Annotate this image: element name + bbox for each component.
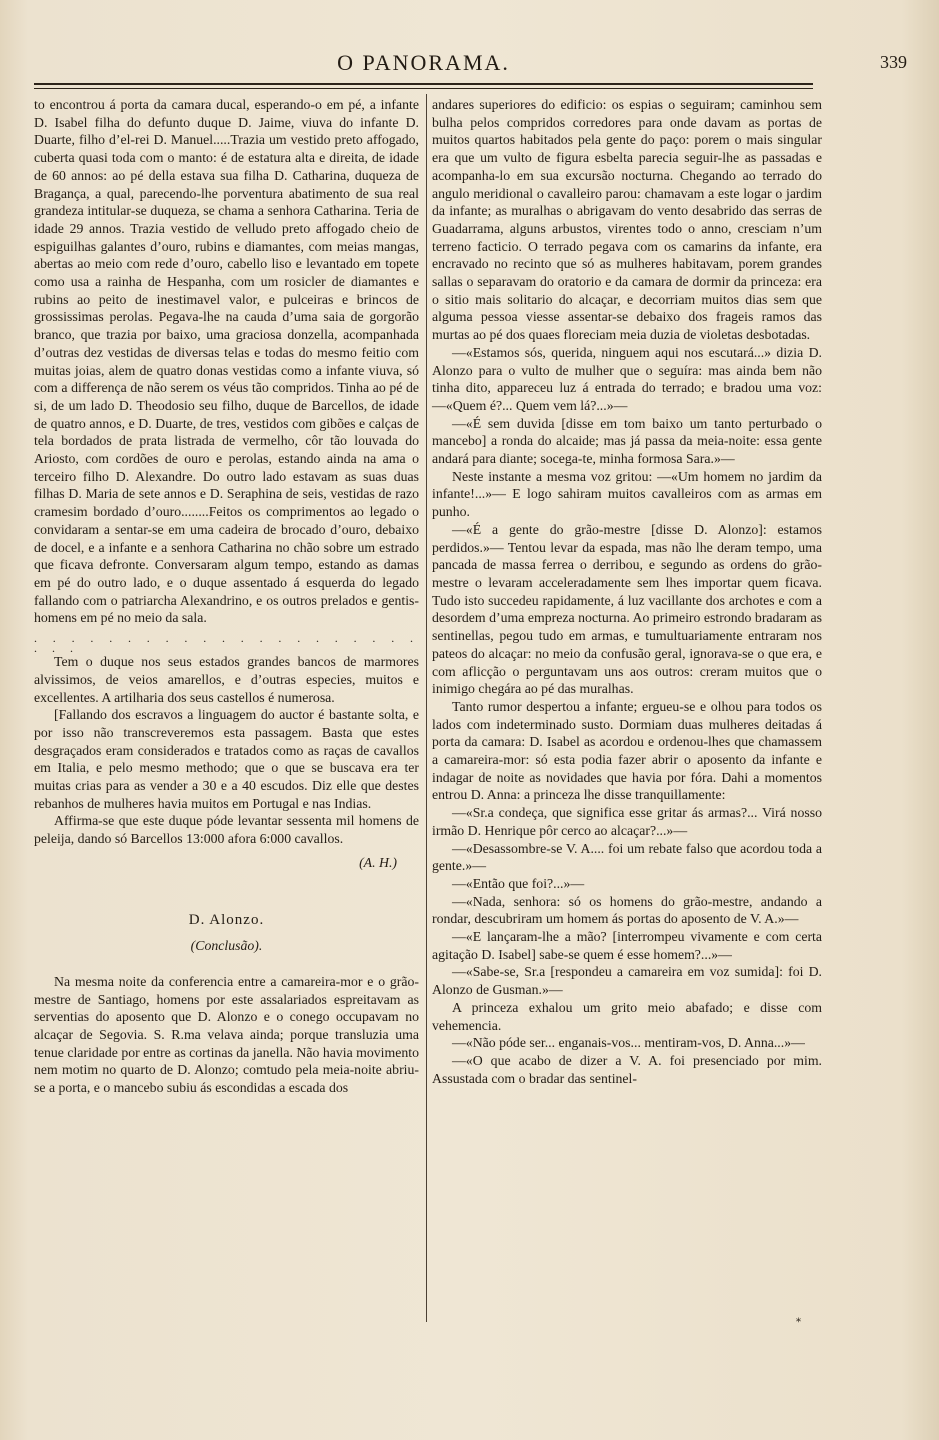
right-paragraph-9: —«Então que foi?...»— xyxy=(452,875,585,891)
ellipsis-separator: . . . . . . . . . . . . . . . . . . . . . . . . xyxy=(34,631,419,656)
left-paragraph-4: Affirma-se que este duque póde levantar sessenta mil homens de peleija, dando só Barcellos 13:000 afora 6:000 cavallos. xyxy=(34,813,419,847)
header-rule xyxy=(34,83,813,89)
right-paragraph-5: —«É a gente do grão-mestre [disse D. Alonzo]: estamos perdidos.»— Tentou levar da espada, mas não lhe deram tempo, uma pancada de massa ferrea o derribou, e segundo as ordens do grão-mestre o levaram acceleradamente sem lhes importar quem ficava. Tudo isto succedeu rapidamente, á luz vacillante dos archotes e com a desordem d’uma empreza nocturna. Ao primeiro estrondo bradaram as sentinellas, pegou tudo em armas, e tumultuariamente entraram nos pateos do alcaçar: no meio da confusão geral, ignorava-se o que era, e com aflicção o perguntavam uns aos outros: creram muitos que o inimigo chegára ao pé das muralhas. xyxy=(432,521,822,697)
right-paragraph-15: —«O que acabo de dizer a V. A. foi presenciado por mim. Assustada com o bradar das sentinel- xyxy=(432,1052,822,1086)
page-header xyxy=(34,44,907,84)
right-column xyxy=(432,96,822,1087)
page-title: O PANORAMA. xyxy=(337,50,510,75)
right-paragraph-10: —«Nada, senhora: só os homens do grão-mestre, andando a rondar, descubriram um homem ás portas do aposento de V. A.»— xyxy=(432,893,822,927)
right-paragraph-12: —«Sabe-se, Sr.a [respondeu a camareira em voz sumida]: foi D. Alonzo de Gusman.»— xyxy=(432,964,822,998)
section-subtitle: (Conclusão). xyxy=(190,938,263,954)
left-paragraph-1: to encontrou á porta da camara ducal, esperando-o em pé, a infante D. Isabel filha do defunto duque D. Jaime, viuva do infante D. Duarte, filho d’el-rei D. Manuel.....Trazia um vestido preto affogado, cuberta quasi toda com o manto: é de estatura alta e direita, de idade de 60 annos: ao pé della estava sua filha D. Catharina, duqueza de Bragança, a qual, parecendo-lhe porventura abatimento de sua real grandeza intitular-se duqueza, se chama a senhora Catharina. Teria de idade 29 annos. Trazia vestido de velludo preto affogado cheio de espiguilhas galantes d’ouro, rubins e diamantes, com meias mangas, abertas ao meio com rede d’ouro, cabello liso e levantado em topete como usa a rainha de Hespanha, com um rosicler de diamantes e rubins ao peito de inestimavel valor, e pulceiras e brincos de grossissimas perolas. Pegava-lhe na cauda d’uma saia de gorgorão branco, que trazia por baixo, uma graciosa donzella, acompanhada d’outras dez vestidas de diversas telas e todas do mesmo feitio com muitas joias, alem de quatro donas vestidas como a infante viuva, só com a differença de não serem os véus tão compridos. Tinha ao pé de si, de um lado D. Theodosio seu filho, duque de Barcellos, de idade de quatro annos, e D. Duarte, de tres, vestidos com gibões e calças de tela bordados de prata listrada de vermelho, côr tão louvada do Ariosto, com cordões de ouro e perolas, estando ainda na ama o terceiro filho D. Alexandre. Do outro lado estavam as suas duas filhas D. Maria de sete annos e D. Seraphina de seis, vestidas de razo cramesim bordado d’ouro........Feitos os comprimentos ao legado o convidaram a sentar-se em uma cadeira de brocado d’ouro, debaixo de docel, e a infante e a senhora Catharina no chão sobre um estrado que ficava defronte. Conversaram algum tempo, estando as damas em pé do outro lado, e o duque assentado á esquerda do legado fallando com o patriarcha Alexandrino, e os outros prelados e gentis-homens em pé no meio da sala. xyxy=(34,97,419,626)
right-paragraph-14: —«Não póde ser... enganais-vos... mentiram-vos, D. Anna...»— xyxy=(452,1035,805,1051)
footnote-mark: * xyxy=(796,1317,801,1328)
right-paragraph-4: Neste instante a mesma voz gritou: —«Um homem no jardim da infante!...»— E logo sahiram muitos cavalleiros com as armas em punho. xyxy=(432,468,822,520)
left-column xyxy=(34,96,419,1097)
left-paragraph-5: Na mesma noite da conferencia entre a camareira-mor e o grão-mestre de Santiago, homens por este assalariados espreitavam as serventias do aposento que D. Alonzo e o conego occupavam no alcaçar de Segovia. S. R.ma velava ainda; porque transluzia uma tenue claridade por entre as cortinas da janella. Não havia movimento nem motim no quarto de D. Alonzo; comtudo pela meia-noite abriu-se a porta, e o mancebo subiu ás escondidas a escada dos xyxy=(34,973,420,1096)
right-paragraph-6: Tanto rumor despertou a infante; ergueu-se e olhou para todos os lados com indeterminado susto. Dormiam duas mulheres deitadas á porta da camara: D. Isabel as acordou e ordenou-lhes que chamassem a camareira-mor: só esta podia fazer abrir o aposento da infante e indagar de noite as novidades que havia por fóra. Dahi a momentos entrou D. Anna: a princeza lhe disse tranquillamente: xyxy=(432,698,822,803)
section-title: D. Alonzo. xyxy=(188,911,265,928)
column-divider xyxy=(426,94,427,1322)
right-paragraph-11: —«E lançaram-lhe a mão? [interrompeu vivamente e com certa agitação D. Isabel] sabe-se quem é esse homem?...»— xyxy=(432,929,822,962)
right-paragraph-13: A princeza exhalou um grito meio abafado; e disse com vehemencia. xyxy=(432,999,822,1033)
right-paragraph-2: —«Estamos sós, querida, ninguem aqui nos escutará...» dizia D. Alonzo para o vulto de mulher que o seguíra: mas ainda bem não tinha dito, appareceu luz á entrada do terrado; e bradou uma voz: —«Quem é?... Quem vem lá?...»— xyxy=(432,344,822,413)
right-paragraph-1: andares superiores do edificio: os espias o seguiram; caminhou sem bulha pelos compridos corredores para onde davam as portas de muitos quartos habitados pela gente do paço: porem o mais singular era que um vulto de figura esbelta parecia seguir-lhe as passadas e acompanha-lo em sua excursão nocturna. Chegando ao terrado do angulo meridional o cavalleiro parou: chamavam a este logar o jardim da infante; as muralhas o abrigavam do vento desabrido das serras de Guadarrama, alguns arbustos, virentes todo o anno, cresciam n’um terreno facticio. O terrado pegava com os camarins da infante, era encravado no recinto que só as mulheres habitavam, porem grandes sallas o separavam do oratorio e da camara de dormir da princeza: era o sitio mais solitario do alcaçar, e decorriam muitos dias sem que alguma pessoa viesse assentar-se debaixo dos frageis ramos das murtas ao pé dos quaes floreciam meia duzia de violetas desbotadas. xyxy=(432,97,822,343)
right-paragraph-7: —«Sr.a condeça, que significa esse gritar ás armas?... Virá nosso irmão D. Henrique pôr cerco ao alcaçar?...»— xyxy=(432,805,822,838)
right-paragraph-3: —«É sem duvida [disse em tom baixo um tanto perturbado o mancebo] a ronda do alcaide; mas já passa da meia-noite: essa gente andará para diante; socega-te, minha formosa Sara.»— xyxy=(432,415,822,467)
article-signature: (A. H.) xyxy=(359,854,397,870)
right-paragraph-8: —«Desassombre-se V. A.... foi um rebate falso que acordou toda a gente.»— xyxy=(432,840,822,874)
left-paragraph-3: [Fallando dos escravos a linguagem do auctor é bastante solta, e por isso não transcreveremos esta passagem. Basta que estes desgraçados eram considerados e tratados como as raças de cavallos em Italia, e pelo mesmo methodo; que o que se buscava era ter muitas crias para as vender a 30 e a 40 escudos. Diz elle que destes rebanhos de mulheres havia muitos em Portugal e nas Indias. xyxy=(34,707,419,811)
page-number: 339 xyxy=(880,52,907,72)
left-paragraph-2: Tem o duque nos seus estados grandes bancos de marmores alvissimos, de veios amarellos, e d’outras especies, muitos e excellentes. A artilharia dos seus castellos é numerosa. xyxy=(34,654,419,705)
